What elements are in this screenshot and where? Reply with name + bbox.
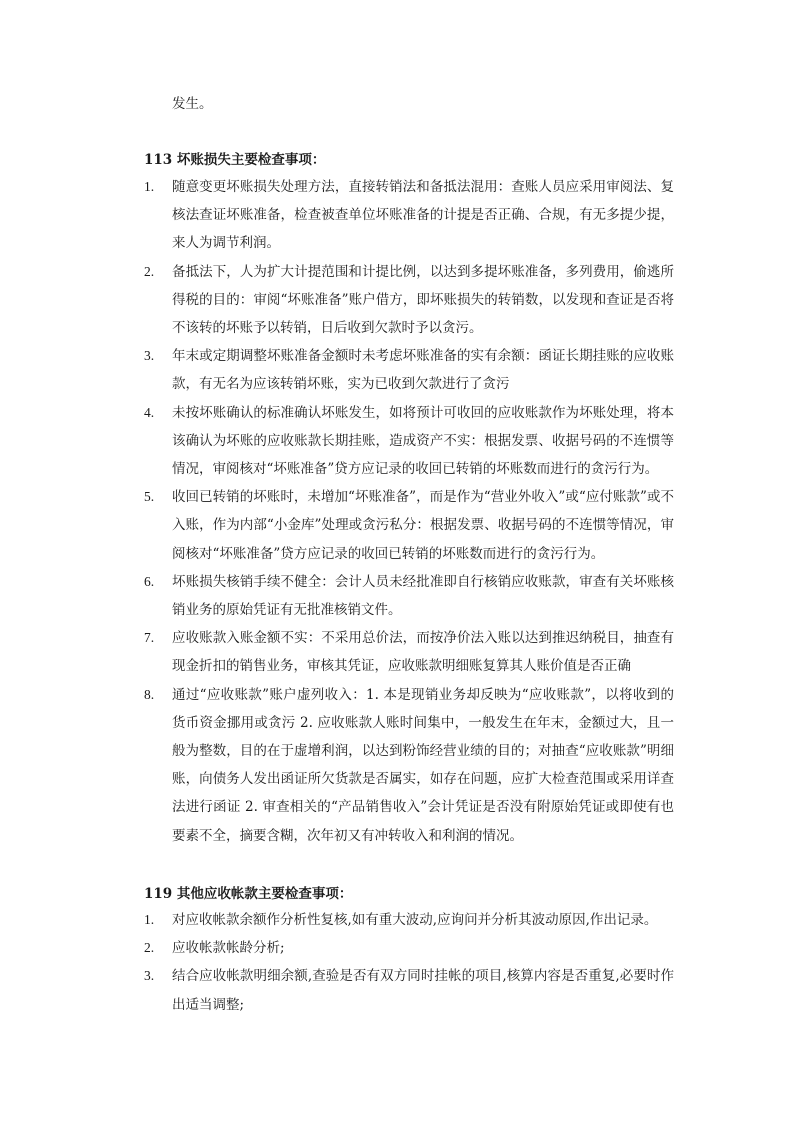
item-number: 8. [144,686,155,702]
item-number: 1. [144,179,155,194]
list-item [144,399,674,484]
section-heading-bad-debt: 113 坏账损失主要检查事项： [144,152,326,168]
list-item [144,962,674,1018]
item-text: 年末或定期调整坏账准备金额时未考虑坏账准备的实有余额：函证长期挂账的应收账款，有无名为应该转销坏账，实为已收到欠款进行了贪污 [172,348,674,393]
section-heading-other-receivables: 119 其他应收帐款主要检查事项： [144,886,353,902]
item-text: 未按坏账确认的标准确认坏账发生，如将预计可收回的应收账款作为坏账处理，将本该确认为坏账的应收账款长期挂账，造成资产不实：根据发票、收据号码的不连惯等情况，审阅核对“坏账准备”贷方应记录的收回已转销的坏账数而进行的贪污行为。 [172,404,674,478]
item-text: 备抵法下，人为扩大计提范围和计提比例，以达到多提坏账准备，多列费用，偷逃所得税的目的：审阅“坏账准备”账户借方，即坏账损失的转销数，以发现和查证是否将不该转的坏账予以转销，日后收到欠款时予以贪污。 [172,263,674,337]
list-item [144,258,674,343]
list-item [144,483,674,568]
item-number: 2. [144,940,155,956]
list-item [144,342,674,398]
list-item [144,906,674,934]
item-number: 6. [144,573,155,589]
list-item [144,681,674,850]
item-text: 随意变更坏账损失处理方法，直接转销法和备抵法混用：查账人员应采用审阅法、复核法查证坏账准备，检查被查单位坏账准备的计提是否正确、合规，有无多提少提，来人为调节利润。 [172,179,674,252]
bad-debt-list [144,173,674,850]
list-item [144,624,674,680]
item-text: 结合应收帐款明细余额,查验是否有双方同时挂帐的项目,核算内容是否重复,必要时作出适当调整; [172,968,674,1013]
item-text: 对应收帐款余额作分析性复核,如有重大波动,应询问并分析其波动原因,作出记录。 [172,912,658,928]
item-number: 4. [144,404,155,420]
item-text: 坏账损失核销手续不健全：会计人员未经批准即自行核销应收账款，审查有关坏账核销业务的原始凭证有无批准核销文件。 [172,573,674,619]
list-item [144,173,674,258]
item-text: 应收帐款帐龄分析; [172,940,285,957]
item-number: 5. [144,489,155,505]
item-text: 应收账款入账金额不实：不采用总价法，而按净价法入账以达到推迟纳税目，抽查有现金折扣的销售业务，审核其凭证，应收账款明细账复算其人账价值是否正确 [172,630,674,675]
item-text: 收回已转销的坏账时，未增加“坏账准备”，而是作为“营业外收入”或“应付账款”或不入账，作为内部“小金库”处理或贪污私分：根据发票、收据号码的不连惯等情况，审阅核对“坏账准备”贷方应记录的收回已转销的坏账数而进行的贪污行为。 [172,489,674,562]
other-receivables-list [144,906,674,1019]
item-number: 3. [144,968,155,984]
item-number: 7. [144,630,155,646]
item-number: 1. [144,912,155,927]
list-item [144,934,674,962]
continuation-text: 发生。 [172,96,213,112]
list-item [144,568,674,624]
item-number: 3. [144,348,155,364]
item-text: 通过“应收账款”账户虚列收入：1. 本是现销业务却反映为“应收账款”，以将收到的货币资金挪用或贪污 2. 应收账款人账时间集中，一般发生在年末，金额过大，且一般为整数，目的在于虚增利润，以达到粉饰经营业绩的目的；对抽查“应收账款”明细账，向债务人发出函证所欠货款是否属实，如存在问题，应扩大检查范围或采用详查法进行函证 2. 审查相关的“产品销售收入”会计凭证是否没有附原始凭证或即使有也要素不全，摘要含糊，次年初又有冲转收入和利润的情况。 [172,686,674,844]
item-number: 2. [144,263,155,279]
